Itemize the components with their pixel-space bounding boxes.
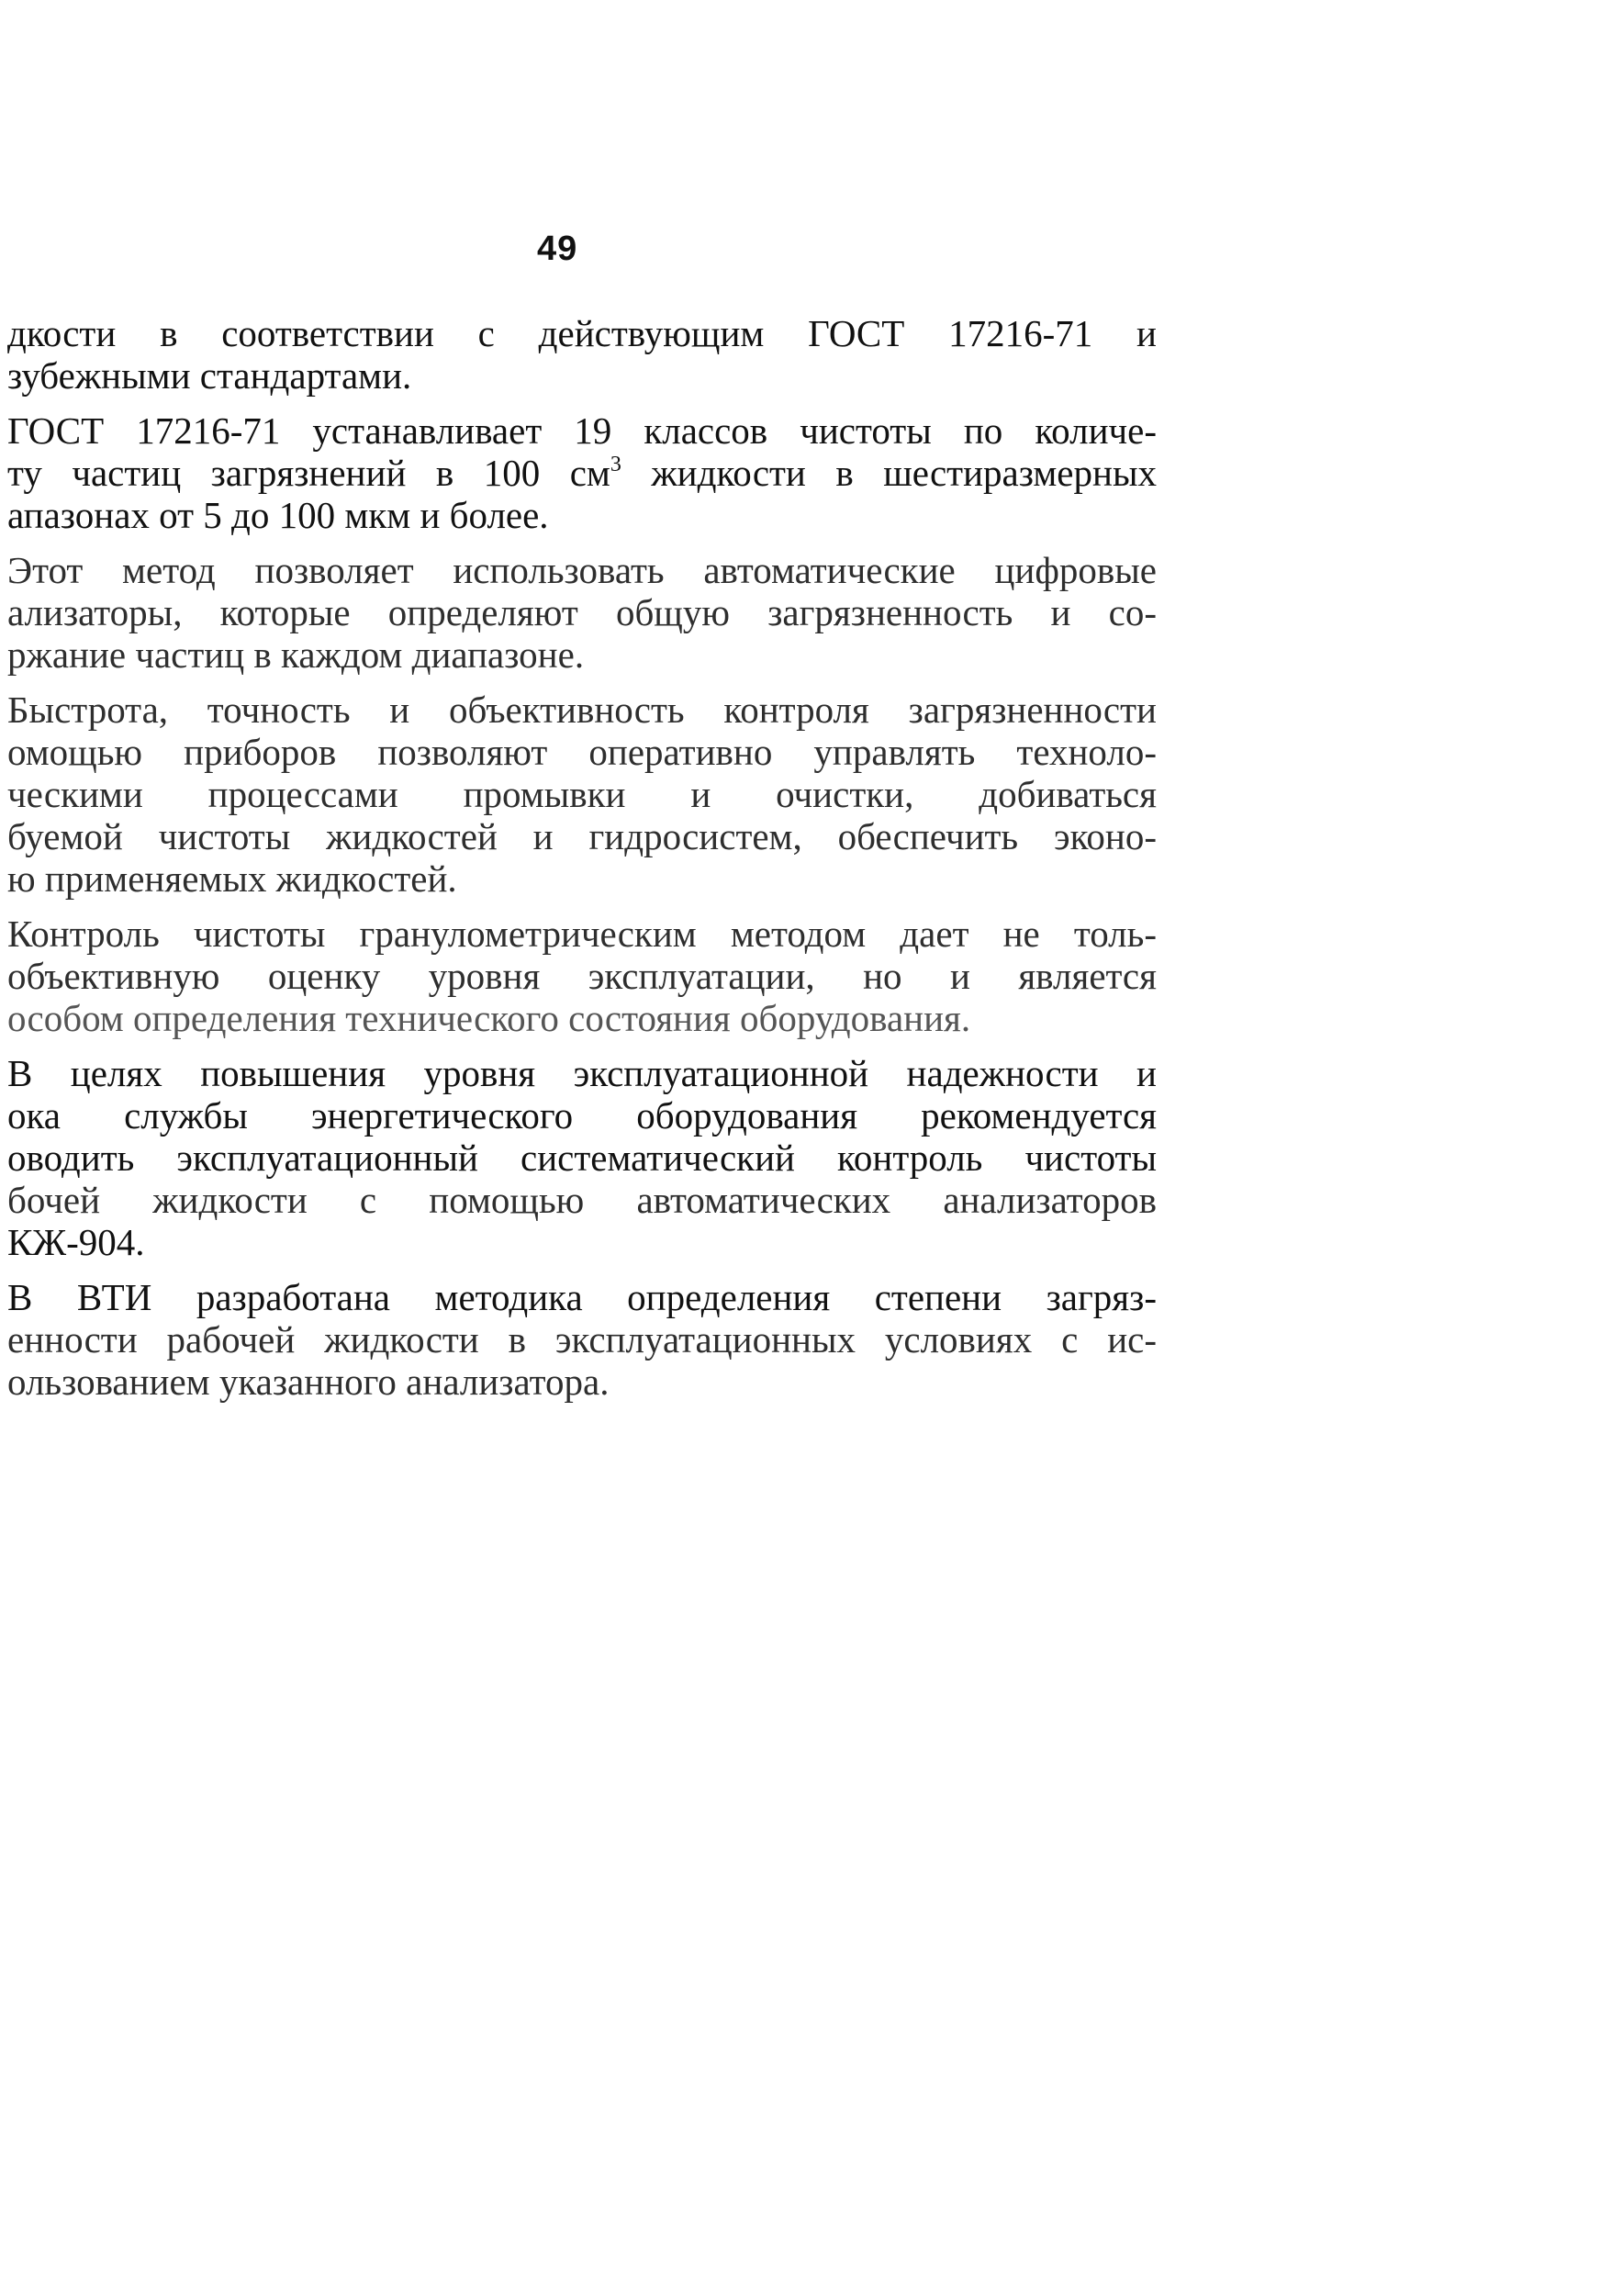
text-line: апазонах от 5 до 100 мкм и более. bbox=[7, 494, 549, 536]
text-line: Быстрота, точность и объективность контроля загрязненности bbox=[7, 689, 1157, 731]
text-line: В ВТИ разработана методика определения степени загряз- bbox=[7, 1276, 1157, 1318]
paragraph-2 bbox=[7, 409, 1157, 536]
text-line: ржание частиц в каждом диапазоне. bbox=[7, 633, 585, 676]
text-line: ю применяемых жидкостей. bbox=[7, 857, 457, 900]
text-line-with-superscript bbox=[7, 452, 1157, 494]
cubic-superscript: 3 bbox=[610, 453, 621, 476]
text-line: буемой чистоты жидкостей и гидросистем, обеспечить эконо- bbox=[7, 815, 1157, 857]
text-line: ока службы энергетического оборудования рекомендуется bbox=[7, 1094, 1157, 1137]
text-line-tail: жидкости в шестиразмерных bbox=[621, 452, 1157, 494]
text-line: оводить эксплуатационный систематический контроль чистоты bbox=[7, 1137, 1157, 1179]
paragraph-7 bbox=[7, 1276, 1157, 1403]
text-line: енности рабочей жидкости в эксплуатационных условиях с ис- bbox=[7, 1318, 1157, 1361]
text-line: ользованием указанного анализатора. bbox=[7, 1361, 610, 1403]
text-line: ческими процессами промывки и очистки, добиваться bbox=[7, 773, 1157, 815]
paragraph-6 bbox=[7, 1052, 1157, 1263]
page-number: 49 bbox=[537, 230, 578, 268]
text-line: дкости в соответствии с действующим ГОСТ 17216-71 и bbox=[7, 312, 1157, 354]
text-line: КЖ-904. bbox=[7, 1221, 145, 1263]
paragraph-5 bbox=[7, 913, 1157, 1039]
text-line: омощью приборов позволяют оперативно управлять техноло- bbox=[7, 731, 1157, 773]
text-line: ализаторы, которые определяют общую загрязненность и со- bbox=[7, 591, 1157, 633]
text-line: ГОСТ 17216-71 устанавливает 19 классов чистоты по количе- bbox=[7, 409, 1157, 452]
text-line: бочей жидкости с помощью автоматических анализаторов bbox=[7, 1179, 1157, 1221]
text-line: объективную оценку уровня эксплуатации, но и является bbox=[7, 955, 1157, 997]
text-line: Контроль чистоты гранулометрическим методом дает не толь- bbox=[7, 913, 1157, 955]
text-line: В целях повышения уровня эксплуатационной надежности и bbox=[7, 1052, 1157, 1094]
text-line: особом определения технического состояния оборудования. bbox=[7, 997, 971, 1039]
paragraph-1 bbox=[7, 312, 1157, 397]
text-line: Этот метод позволяет использовать автоматические цифровые bbox=[7, 549, 1157, 591]
paragraph-3 bbox=[7, 549, 1157, 676]
text-line: зубежными стандартами. bbox=[7, 354, 412, 397]
body-text bbox=[7, 312, 1157, 1403]
paragraph-4 bbox=[7, 689, 1157, 900]
text-line-head: ту частиц загрязнений в 100 см bbox=[7, 452, 610, 494]
